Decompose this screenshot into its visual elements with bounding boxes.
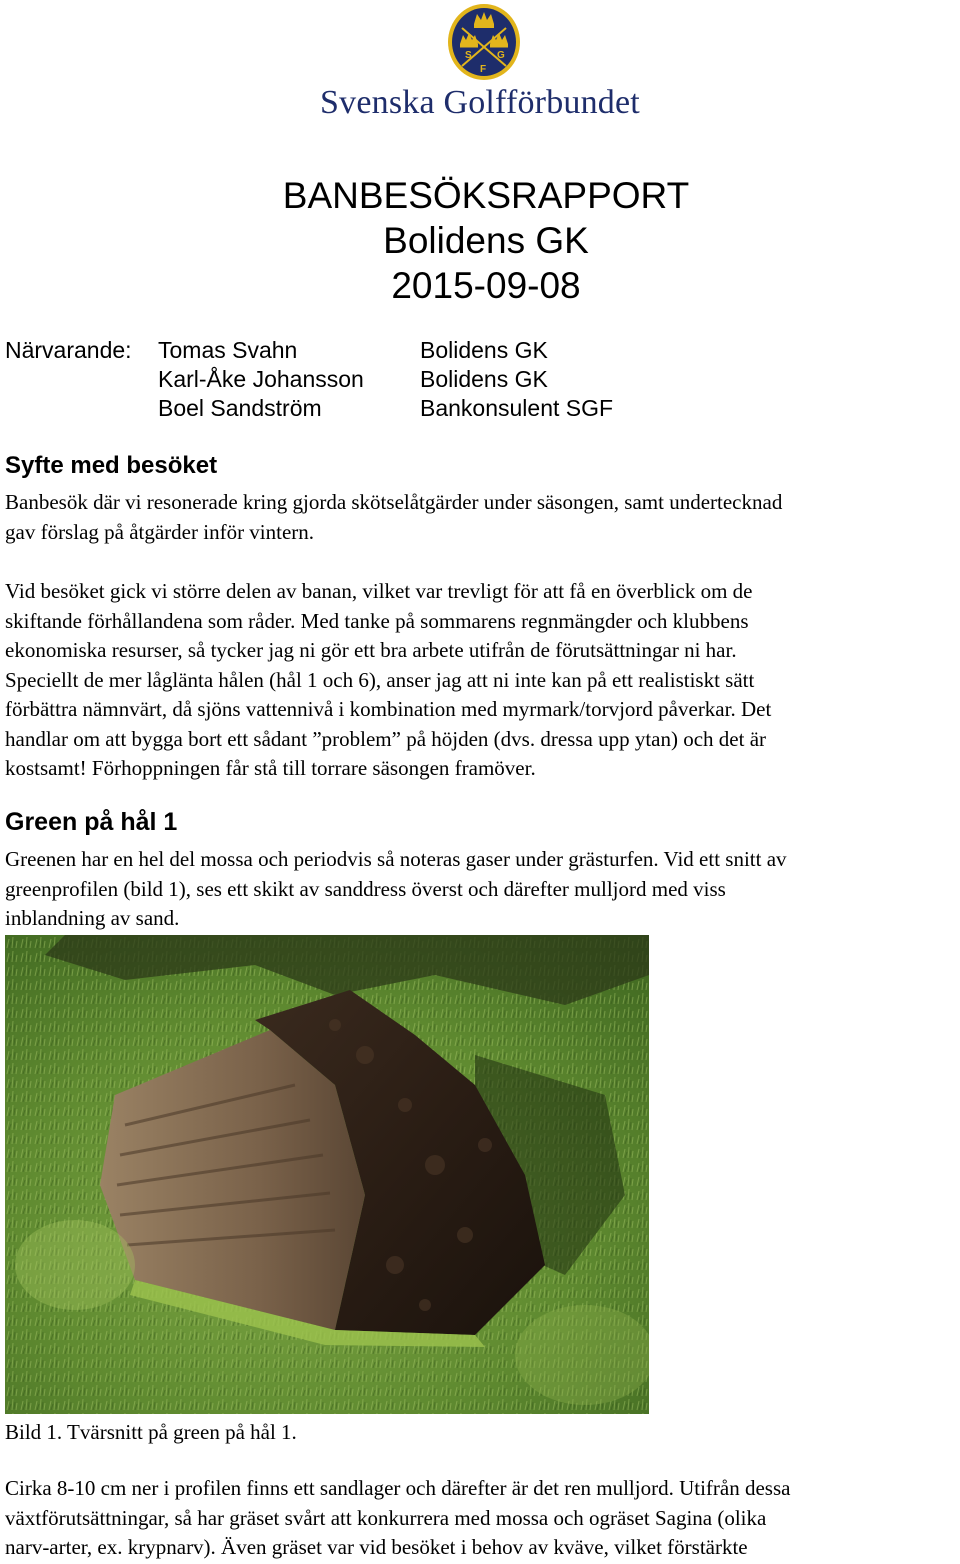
text-line: Cirka 8-10 cm ner i profilen finns ett sandlager och därefter är det ren mulljord. Utifrån dessa xyxy=(5,1476,791,1500)
organization-name: Svenska Golfförbundet xyxy=(320,84,640,121)
text-line: gav förslag på åtgärder inför vintern. xyxy=(5,519,315,544)
text-line: handlar om att bygga bort ett sådant ”problem” på höjden (dvs. dressa upp ytan) och det är xyxy=(5,726,767,751)
photo-caption: Bild 1. Tvärsnitt på green på hål 1. xyxy=(5,1420,297,1444)
text-line: Speciellt de mer låglänta hålen (hål 1 och 6), anser jag att ni inte kan på ett realistiskt sätt xyxy=(5,667,755,692)
text-line: narv-arter, ex. krypnarv). Även gräset var vid besöket i behov av kväve, vilket förstärkte xyxy=(5,1535,748,1559)
green-profile-photo xyxy=(5,935,649,1414)
seal-letter-f: F xyxy=(480,64,487,75)
text-line: Banbesök där vi resonerade kring gjorda skötselåtgärder under säsongen, samt undertecknad xyxy=(5,490,783,514)
attendee-name: Karl-Åke Johansson xyxy=(158,366,364,392)
text-line: greenprofilen (bild 1), ses ett skikt av sanddress överst och därefter mulljord med viss xyxy=(5,876,726,901)
green1-paragraph-2 xyxy=(5,1474,960,1563)
purpose-paragraph-2 xyxy=(5,577,960,784)
attendee-name: Tomas Svahn xyxy=(158,337,298,363)
attendee-org: Bolidens GK xyxy=(420,366,548,392)
attendee-org: Bolidens GK xyxy=(420,337,548,363)
attendee-org: Bankonsulent SGF xyxy=(420,395,614,421)
seal-letter-g: G xyxy=(497,50,505,61)
report-club: Bolidens GK xyxy=(383,220,589,261)
seal-letter-s: S xyxy=(465,50,472,61)
purpose-paragraph-1 xyxy=(5,488,960,547)
report-title: BANBESÖKSRAPPORT xyxy=(282,175,690,216)
soil-core-image xyxy=(5,935,649,1414)
text-line: ekonomiska resurser, så tycker jag ni gör ett bra arbete utifrån de förutsättningar ni har. xyxy=(5,638,737,662)
text-line: Vid besöket gick vi större delen av banan, vilket var trevligt för att få en överblick om de xyxy=(5,579,753,603)
section-heading-purpose: Syfte med besöket xyxy=(5,452,218,479)
text-line: växtförutsättningar, så har gräset svårt att konkurrera med mossa och ogräset Sagina (olika xyxy=(5,1505,767,1530)
text-line: Greenen har en hel del mossa och periodvis så noteras gaser under grästurfen. Vid ett snitt av xyxy=(5,847,787,871)
text-line: kostsamt! Förhoppningen får stå till torrare säsongen framöver. xyxy=(5,756,536,780)
attendee-name: Boel Sandström xyxy=(158,395,322,421)
section-heading-green1: Green på hål 1 xyxy=(5,808,178,836)
sgf-logo xyxy=(446,2,522,82)
green1-paragraph-1 xyxy=(5,845,960,934)
sgf-seal-icon xyxy=(446,2,522,82)
report-date: 2015-09-08 xyxy=(391,265,581,306)
attendees-label: Närvarande: xyxy=(5,337,132,363)
text-line: inblandning av sand. xyxy=(5,906,180,930)
text-line: förbättra nämnvärt, då sjöns vattennivå i kombination med myrmark/torvjord påverkar. Det xyxy=(5,697,772,721)
text-line: skiftande förhållandena som råder. Med tanke på sommarens regnmängder och klubbens xyxy=(5,608,749,633)
